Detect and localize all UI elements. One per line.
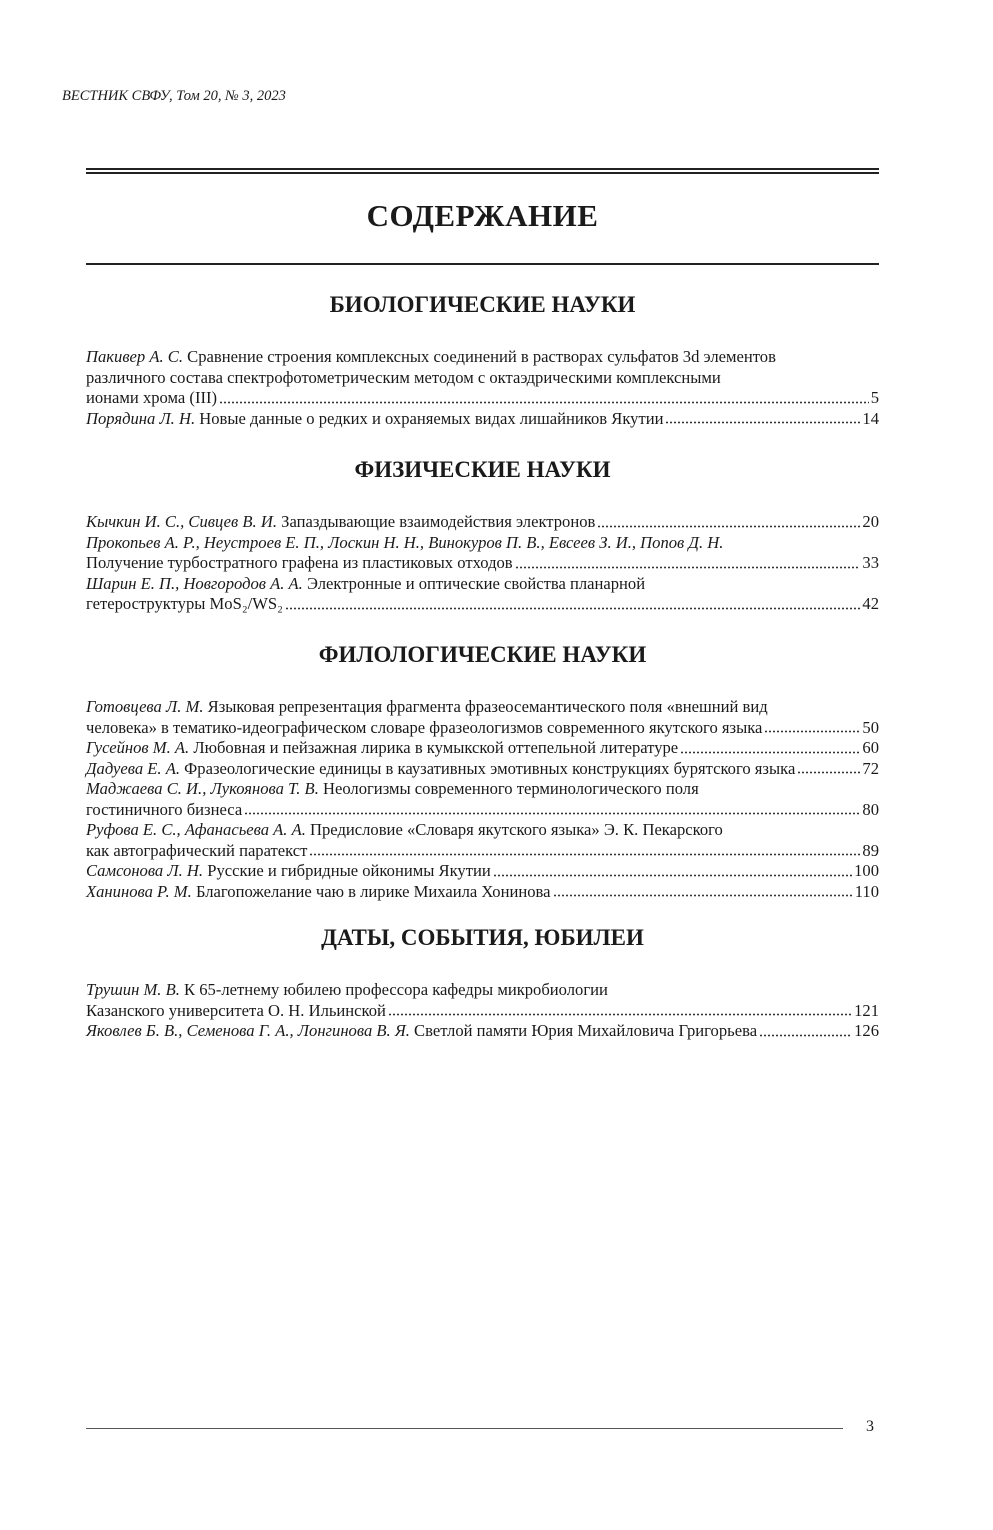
toc-entry[interactable] (86, 980, 879, 1021)
entry-title: Любовная и пейзажная лирика в кумыкской оттепельной литературе (193, 738, 679, 757)
toc-entry-line (86, 980, 879, 1001)
entry-author: Пакивер А. С. (86, 347, 184, 366)
dot-leader (309, 853, 860, 856)
dot-leader (219, 401, 869, 404)
entry-author: Трушин М. В. (86, 980, 180, 999)
entry-author: Дадуева Е. А. (86, 758, 181, 778)
toc-entry[interactable] (86, 861, 879, 882)
toc-entry-line (86, 388, 879, 409)
entry-title: Запаздывающие взаимодействия электронов (281, 512, 596, 531)
toc-entry-line (86, 553, 879, 574)
entry-page-number: 42 (862, 594, 879, 613)
entry-title: Предисловие «Словаря якутского языка» Э. К. Пекарского (310, 820, 723, 839)
toc-entry-line (86, 882, 879, 903)
section-dates-events (86, 924, 879, 1042)
title-rule (86, 263, 879, 265)
entry-title: Благопожелание чаю в лирике Михаила Хонинова (195, 881, 551, 901)
dot-leader (244, 812, 860, 815)
running-head: ВЕСТНИК СВФУ, Том 20, № 3, 2023 (62, 88, 286, 104)
section-philology (86, 641, 879, 902)
dot-leader (764, 730, 860, 733)
entry-author: Яковлев Б. В., Семенова Г. А., Лонгинова В. Я. (86, 1021, 410, 1040)
toc-entry[interactable] (86, 512, 879, 533)
toc-entry-line (86, 512, 879, 533)
dot-leader (493, 874, 852, 877)
entry-page-number: 126 (854, 1021, 879, 1040)
section-heading: ФИЛОЛОГИЧЕСКИЕ НАУКИ (318, 642, 647, 667)
entry-author: Прокопьев А. Р., Неустроев Е. П., Лоскин Н. Н., Винокуров П. В., Евсеев З. И., Попов Д. Н. (86, 532, 724, 552)
dot-leader (285, 607, 861, 610)
section-heading: БИОЛОГИЧЕСКИЕ НАУКИ (329, 292, 636, 317)
dot-leader (388, 1013, 852, 1016)
toc-entry-line (86, 574, 879, 595)
toc-entry[interactable] (86, 779, 879, 820)
toc-entry-line (86, 718, 879, 739)
toc-entry-line (86, 779, 879, 800)
section-heading: ДАТЫ, СОБЫТИЯ, ЮБИЛЕИ (321, 925, 644, 950)
entry-page-number: 72 (862, 758, 879, 778)
dot-leader (665, 421, 860, 424)
entry-title: Фразеологические единицы в каузативных эмотивных конструкциях бурятского языка (184, 758, 796, 778)
dot-leader (597, 525, 860, 528)
entry-title: Языковая репрезентация фрагмента фразеосемантического поля «внешний вид (207, 697, 768, 716)
dot-leader (797, 771, 860, 774)
toc-entry[interactable] (86, 697, 879, 738)
double-rule (86, 168, 879, 174)
toc-entry-line (86, 800, 879, 821)
entry-title: Русские и гибридные ойконимы Якутии (207, 861, 491, 880)
toc-entry-line (86, 533, 879, 554)
entry-page-number: 20 (862, 512, 879, 531)
dot-leader (680, 751, 860, 754)
toc-entry-line (86, 594, 879, 615)
toc-entry-line (86, 841, 879, 862)
entry-page-number: 80 (862, 799, 879, 819)
entry-title: Сравнение строения комплексных соединений в растворах сульфатов 3d элементов (187, 347, 776, 366)
entry-page-number: 60 (862, 738, 879, 757)
toc-entry-line (86, 759, 879, 780)
entry-page-number: 121 (854, 1000, 879, 1020)
entry-page-number: 100 (854, 861, 879, 880)
toc-entry[interactable] (86, 820, 879, 861)
entry-author: Шарин Е. П., Новгородов А. А. (86, 573, 303, 593)
entry-title: человека» в тематико-идеографическом словаре фразеологизмов современного якутского языка (86, 717, 763, 737)
toc-entry[interactable] (86, 1021, 879, 1042)
entry-author: Кычкин И. С., Сивцев В. И. (86, 512, 277, 531)
entry-page-number: 5 (870, 388, 879, 407)
toc-entry-line (86, 409, 879, 430)
entry-title: гостиничного бизнеса (86, 799, 243, 819)
entry-page-number: 14 (862, 408, 879, 428)
toc-entry[interactable] (86, 533, 879, 574)
entry-author: Гусейнов М. А. (86, 738, 190, 757)
section-heading: ФИЗИЧЕСКИЕ НАУКИ (354, 457, 611, 482)
toc-entry[interactable] (86, 882, 879, 903)
toc-entry-line (86, 1001, 879, 1022)
entry-author: Готовцева Л. М. (86, 697, 204, 716)
entry-title: ионами хрома (III) (86, 388, 218, 407)
footer-rule (86, 1428, 843, 1429)
entry-author: Руфова Е. С., Афанасьева А. А. (86, 820, 306, 839)
toc-entry[interactable] (86, 347, 879, 409)
page-title: СОДЕРЖАНИЕ (366, 198, 599, 233)
section-biology (86, 291, 879, 429)
entry-title: Светлой памяти Юрия Михайловича Григорьева (414, 1021, 758, 1040)
entry-page-number: 50 (862, 717, 879, 737)
toc-entry-line (86, 861, 879, 882)
entry-title: Казанского университета О. Н. Ильинской (86, 1000, 386, 1020)
entry-title: Новые данные о редких и охраняемых видах лишайников Якутии (199, 408, 664, 428)
entry-page-number: 110 (854, 881, 879, 901)
entry-author: Маджаева С. И., Лукоянова Т. В. (86, 779, 319, 798)
section-physics (86, 456, 879, 615)
dot-leader (759, 1034, 852, 1037)
entry-page-number: 89 (862, 840, 879, 860)
toc-entry-line (86, 347, 879, 368)
entry-page-number: 33 (862, 553, 879, 572)
page-number: 3 (866, 1418, 874, 1435)
toc-entry-line (86, 738, 879, 759)
entry-title: К 65-летнему юбилею профессора кафедры микробиологии (184, 980, 608, 999)
entry-title: различного состава спектрофотометрическим методом с октаэдрическими комплексными (86, 367, 721, 387)
entry-title: как автографический паратекст (86, 840, 308, 860)
toc-entry[interactable] (86, 574, 879, 615)
entry-author: Ханинова Р. М. (86, 881, 192, 901)
toc-entry[interactable] (86, 409, 879, 430)
entry-title: Неологизмы современного терминологического поля (323, 779, 699, 798)
entry-title: Получение турбостратного графена из пластиковых отходов (86, 553, 513, 572)
toc-entry-line (86, 820, 879, 841)
dot-leader (515, 566, 861, 569)
toc-entry[interactable] (86, 738, 879, 759)
dot-leader (553, 894, 853, 897)
entry-author: Самсонова Л. Н. (86, 861, 204, 880)
entry-author: Порядина Л. Н. (86, 408, 196, 428)
toc-entry-line (86, 697, 879, 718)
toc-entry-line (86, 368, 879, 389)
entry-title: гетероструктуры MoS₂/WS₂ (86, 594, 283, 613)
entry-title: Электронные и оптические свойства планарной (307, 573, 646, 593)
toc-entry[interactable] (86, 759, 879, 780)
toc-entry-line (86, 1021, 879, 1042)
